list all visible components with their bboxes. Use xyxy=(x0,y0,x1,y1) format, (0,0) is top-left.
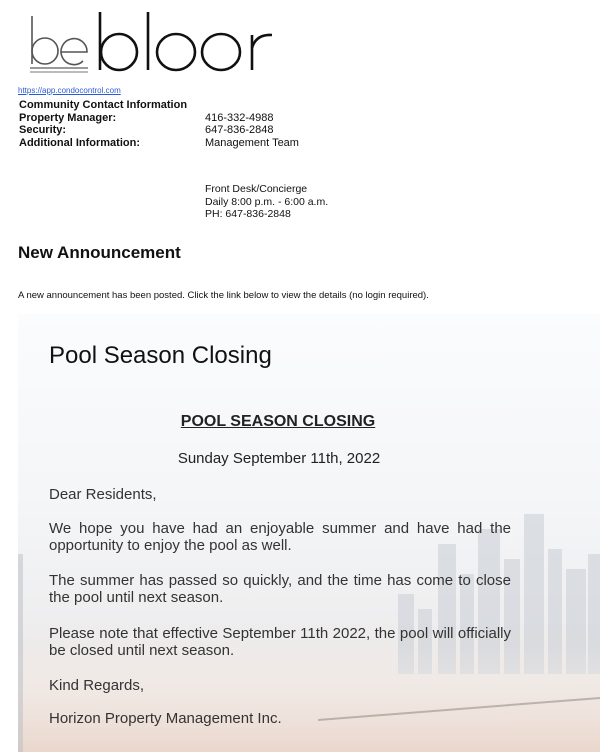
announcement-description: A new announcement has been posted. Click the link below to view the details (no login required). xyxy=(18,290,429,301)
contact-value: Management Team xyxy=(205,136,299,149)
paragraph-2: The summer has passed so quickly, and the time has come to close the pool until next season. xyxy=(49,572,511,606)
condocontrol-link[interactable]: https://app.condocontrol.com xyxy=(18,86,121,95)
contact-row-security xyxy=(19,124,274,137)
announcement-title: Pool Season Closing xyxy=(49,342,272,369)
contact-label: Additional Information: xyxy=(19,136,140,149)
announcement-card[interactable] xyxy=(18,314,600,752)
front-desk-line: Daily 8:00 p.m. - 6:00 a.m. xyxy=(205,195,329,208)
announcement-date: Sunday September 11th, 2022 xyxy=(177,450,381,467)
contact-row-property-manager xyxy=(19,111,274,125)
front-desk-line: PH: 647-836-2848 xyxy=(205,208,291,220)
contact-info xyxy=(19,99,299,149)
paragraph-1: We hope you have had an enjoyable summer and have had the opportunity to enjoy the pool as well. xyxy=(49,520,511,554)
greeting: Dear Residents, xyxy=(49,486,157,503)
front-desk-line: Front Desk/Concierge xyxy=(205,183,308,195)
announcement-caps-title: POOL SEASON CLOSING xyxy=(180,413,376,430)
announcement-content xyxy=(18,314,600,752)
contact-heading: Community Contact Information xyxy=(19,99,188,111)
contact-value: 647-836-2848 xyxy=(205,124,274,136)
contact-row-additional-info xyxy=(19,136,299,150)
closing: Kind Regards, xyxy=(49,677,145,694)
contact-label: Property Manager: xyxy=(19,111,117,124)
contact-label: Security: xyxy=(19,124,67,136)
front-desk-info xyxy=(205,183,328,221)
new-announcement-heading: New Announcement xyxy=(18,243,181,262)
contact-value: 416-332-4988 xyxy=(205,111,274,124)
signature: Horizon Property Management Inc. xyxy=(49,710,282,727)
paragraph-3: Please note that effective September 11th 2022, the pool will officially be closed until next season. xyxy=(49,625,511,659)
bebloor-logo xyxy=(20,8,290,78)
